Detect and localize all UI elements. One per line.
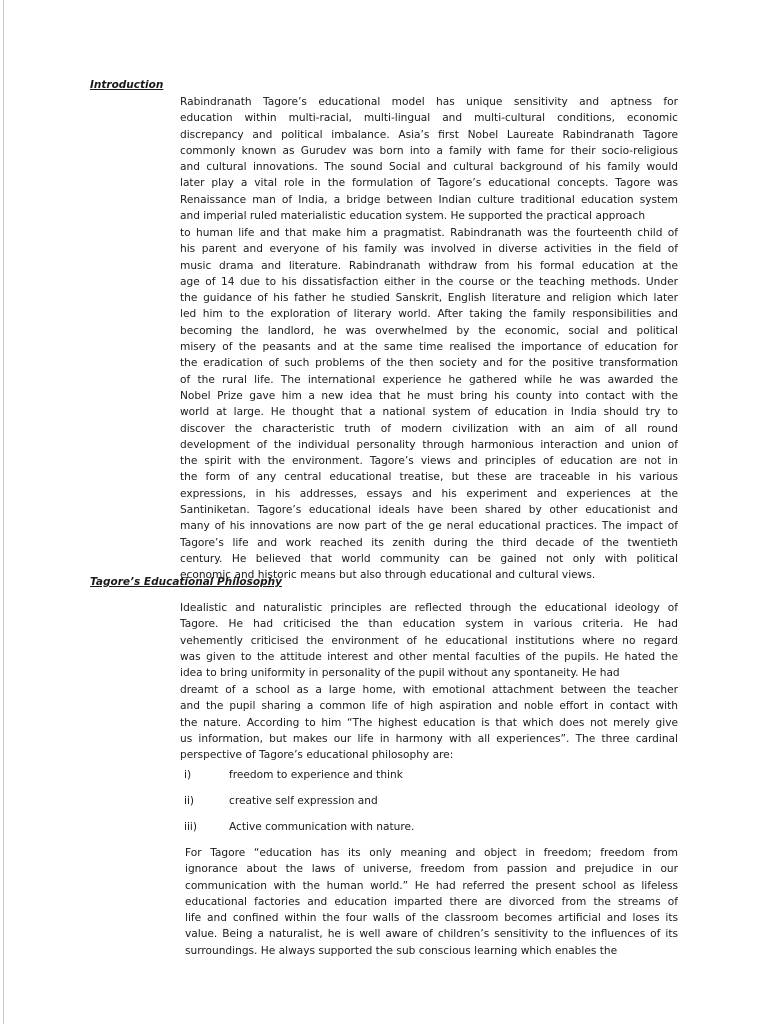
text-line: discrepancy and political imbalance. Asia’s first Nobel Laureate Rabindranath Tagore: [180, 128, 678, 141]
text-line: many of his innovations are now part of the ge neral educational practices. The impact of: [180, 520, 678, 533]
text-line: music drama and literature. Rabindranath withdraw from his formal education at the: [180, 259, 678, 272]
text-line: educational factories and education imparted there are divorced from the streams of: [185, 895, 678, 908]
text-line: economic and historic means but also through educational and cultural views.: [180, 569, 596, 582]
text-line: discover the characteristic truth of modern civilization with an aim of all round: [180, 422, 678, 435]
philosophy-heading: Tagore’s Educational Philosophy: [90, 576, 282, 588]
text-line: age of 14 due to his dissatisfaction either in the course or the teaching methods. Under: [180, 275, 678, 288]
text-line: education within multi-racial, multi-lingual and multi-cultural conditions, economic: [180, 112, 678, 125]
intro-paragraph-2: [180, 225, 678, 584]
philosophy-paragraph-3: [185, 845, 678, 959]
text-line: Tagore. He had criticised the than education system in various criteria. He had: [180, 618, 678, 631]
text-line: the spirit with the environment. Tagore’s views and principles of education are not in: [180, 455, 678, 468]
text-line: his parent and everyone of his family was involved in diverse activities in the field of: [180, 243, 678, 256]
text-line: becoming the landlord, he was overwhelmed by the economic, social and political: [180, 324, 678, 337]
text-line: us information, but makes our life in harmony with all experiences”. The three cardinal: [180, 732, 678, 745]
intro-paragraph-1: [180, 94, 678, 224]
list-item: [184, 767, 664, 793]
text-line: Renaissance man of India, a bridge between Indian culture traditional education system: [180, 193, 678, 206]
text-line: the guidance of his father he studied Sanskrit, English literature and religion which later: [180, 292, 678, 305]
text-line: Tagore’s life and work reached its zenith during the third decade of the twentieth: [180, 536, 678, 549]
text-line: Santiniketan. Tagore’s educational ideals have been shared by other educationist and: [180, 504, 678, 517]
list-item-number: ii): [184, 795, 195, 807]
text-line: idea to bring uniformity in personality of the pupil without any spontaneity. He had: [180, 667, 620, 680]
philosophy-paragraph-2: [180, 682, 678, 763]
text-line: For Tagore “education has its only meaning and object in freedom; freedom from: [185, 847, 678, 859]
philosophy-paragraph-1: [180, 600, 678, 681]
text-line: life and confined within the four walls of the classroom becomes artificial and loses its: [185, 912, 678, 925]
text-line: the form of any central educational treatise, but these are traceable in his various: [180, 471, 678, 484]
list-item-text: freedom to experience and think: [229, 769, 403, 781]
introduction-heading: Introduction: [90, 79, 164, 91]
page-edge-rule: [3, 0, 4, 1024]
text-line: to human life and that make him a pragmatist. Rabindranath was the fourteenth child of: [180, 227, 678, 239]
list-item-number: i): [184, 769, 192, 781]
text-line: the nature. According to him “The highest education is that which does not merely give: [180, 716, 678, 729]
text-line: perspective of Tagore’s educational philosophy are:: [180, 749, 454, 762]
text-line: world at large. He thought that a national system of education in India should try to: [180, 406, 678, 419]
text-line: the eradication of such problems of the then society and for the positive transformation: [180, 357, 678, 370]
text-line: communication with the human world.” He had referred the present school as lifeless: [185, 879, 678, 892]
text-line: development of the individual personality through harmonious interaction and union of: [180, 438, 678, 451]
text-line: was given to the attitude interest and other mental faculties of the pupils. He hated the: [180, 650, 678, 663]
list-item-number: iii): [184, 821, 197, 833]
text-line: misery of the peasants and at the same time realised the importance of education for: [180, 341, 678, 354]
text-line: surroundings. He always supported the sub conscious learning which enables the: [185, 944, 618, 957]
text-line: of the rural life. The international experience he gathered while he was awarded the: [180, 373, 678, 386]
text-line: and the pupil sharing a common life of high aspiration and noble effort in contact with: [180, 700, 678, 713]
text-line: Rabindranath Tagore’s educational model has unique sensitivity and aptness for: [180, 96, 678, 108]
text-line: and imperial ruled materialistic education system. He supported the practical approach: [180, 210, 646, 223]
text-line: led him to the exploration of literary world. After taking the family responsibilities and: [180, 308, 678, 321]
text-line: expressions, in his addresses, essays and his experiment and experiences at the: [180, 487, 678, 500]
text-line: later play a vital role in the formulation of Tagore’s educational concepts. Tagore was: [180, 177, 678, 190]
text-line: vehemently criticised the environment of he educational institutions where no regard: [180, 634, 678, 647]
text-line: and cultural innovations. The sound Social and cultural background of his family would: [180, 161, 678, 174]
text-line: Nobel Prize gave him a new idea that he must bring his county into contact with the: [180, 389, 678, 402]
text-line: value. Being a naturalist, he is well aware of children’s sensitivity to the influences of its: [185, 928, 678, 941]
cardinal-perspectives-list: [184, 767, 664, 845]
text-line: ignorance about the laws of universe, freedom from passion and prejudice in our: [185, 863, 678, 876]
text-line: dreamt of a school as a large home, with emotional attachment between the teacher: [180, 684, 678, 696]
list-item: [184, 819, 664, 845]
text-line: commonly known as Gurudev was born into a family with fame for their socio-religious: [180, 144, 678, 157]
text-line: century. He believed that world community can be gained not only with political: [180, 552, 678, 565]
list-item: [184, 793, 664, 819]
list-item-text: Active communication with nature.: [229, 821, 415, 833]
list-item-text: creative self expression and: [229, 795, 378, 807]
text-line: Idealistic and naturalistic principles are reflected through the educational ideology of: [180, 602, 678, 614]
